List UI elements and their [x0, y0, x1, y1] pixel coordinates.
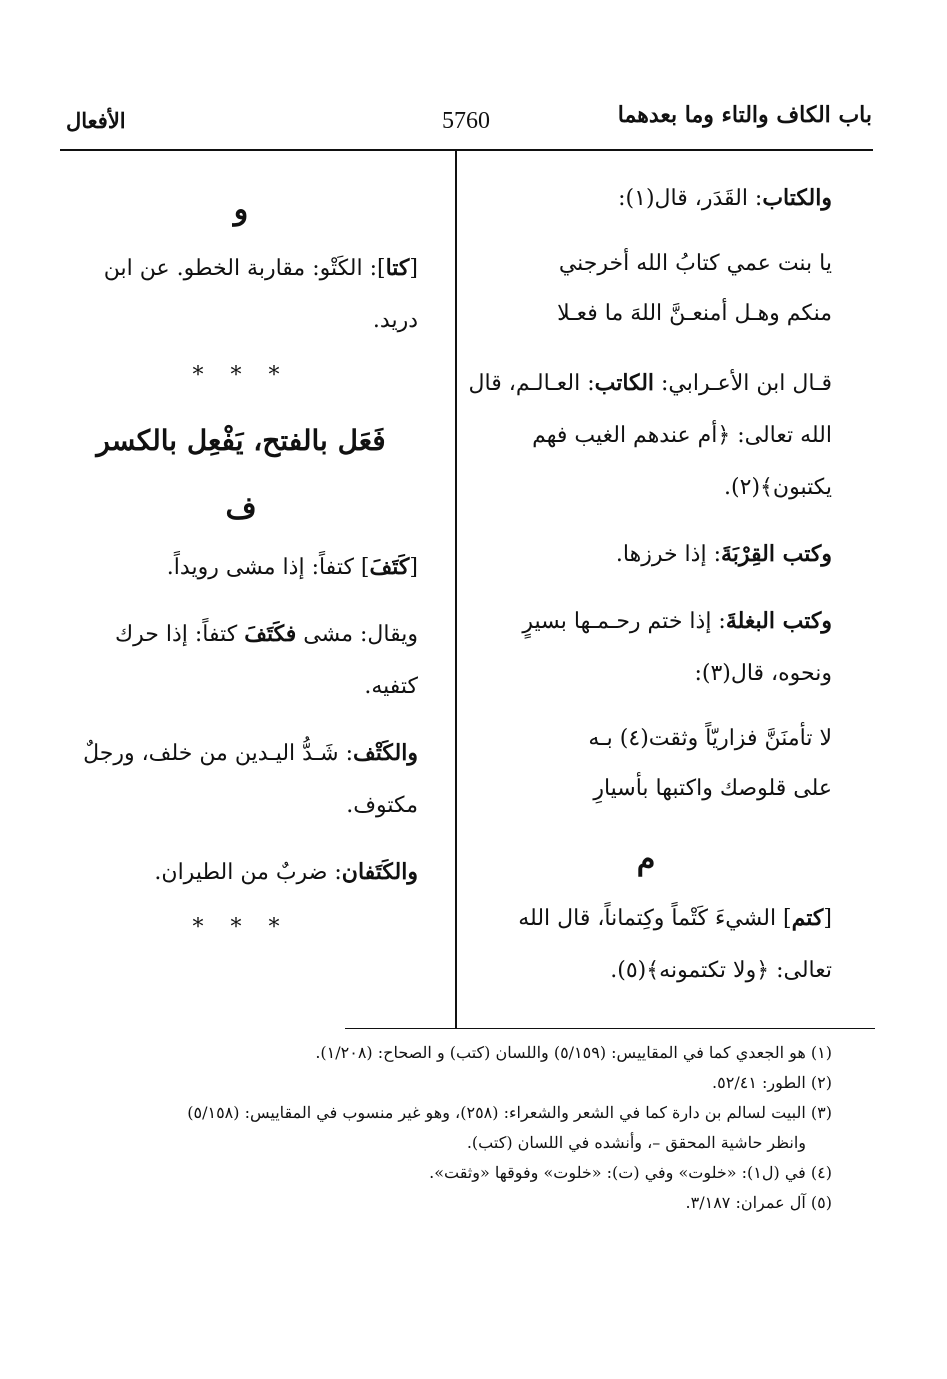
footnote-4: (٤) في (ل١): «خلوت» وفي (ت): «خلوت» وفوقها «وثقت».: [429, 1163, 832, 1182]
entry-term: والكَتَفان: [341, 859, 418, 885]
entry-katm: [460, 892, 832, 997]
category-title: الأفعال: [66, 108, 126, 133]
entry-baghla: [460, 595, 832, 700]
entry-text: ] كتفاً: إذا مشى رويداً.: [166, 555, 370, 580]
bracket-open: [: [409, 555, 418, 580]
entry-term: فكَتَفَ: [244, 621, 297, 647]
entry-katafan: [64, 846, 418, 899]
entry-text: ويقال: مشى: [296, 622, 418, 647]
bracket-open: [: [823, 906, 832, 931]
entry-text: : إذا خرزها.: [615, 542, 721, 567]
right-column: [460, 172, 832, 1011]
verse-line: على قلوصك واكتبها بأسيارِ: [593, 776, 832, 801]
page-header: [60, 98, 872, 148]
entry-text: : إذا ختم رحـمـها بسيرٍ ونحوه، قال(٣):: [522, 609, 832, 686]
entry-text: كتفاً: إذا حرك كتفيه.: [114, 622, 418, 699]
entry-term: وكتب البغلةَ: [725, 608, 832, 634]
section-separator: * * *: [192, 915, 290, 940]
footnote-3-continued: وانظر حاشية المحقق –، وأنشده في اللسان (كتب).: [466, 1133, 806, 1152]
header-rule: [60, 149, 873, 151]
entry-term: الكاتب: [594, 370, 655, 396]
entry-katf: [64, 727, 418, 832]
entry-term: وكتب القِرْبَةَ: [721, 541, 832, 567]
letter-heading-mim: م: [636, 842, 656, 877]
verse-line: منكم وهـل أمنعـنَّ اللهَ ما فعـلا: [557, 301, 832, 326]
footnote-1: (١) هو الجعدي كما في المقاييس: (٥/١٥٩) واللسان (كتب) و الصحاح: (١/٢٠٨).: [315, 1043, 832, 1062]
entry-katib: [460, 357, 832, 514]
entry-text: : شَـدُّ اليـدين من خلف، ورجلٌ مكتوف.: [83, 741, 418, 818]
entry-text: : العـالـم، قال الله تعالى: ﴿أم عندهم الغيب فهم يكتبون﴾(٢).: [468, 371, 832, 500]
entry-text: : ضربٌ من الطيران.: [154, 860, 342, 885]
entry-term: والكتاب: [762, 185, 832, 211]
entry-qirba: [460, 528, 832, 581]
entry-text: ]: الكَتْو: مقاربة الخطو. عن ابن دريد.: [103, 256, 418, 333]
section-separator: * * *: [192, 363, 290, 388]
footnote-5: (٥) آل عمران: ٣/١٨٧.: [685, 1193, 832, 1212]
letter-heading-waw: و: [233, 192, 249, 227]
letter-heading-fa: ف: [225, 491, 257, 526]
entry-kitab: [460, 172, 832, 225]
entry-text: قـال ابن الأعـرابي:: [654, 371, 832, 396]
entry-katafa: [64, 541, 418, 594]
entry-text: : القَدَر، قال(١):: [618, 186, 763, 211]
entry-kata: [64, 242, 418, 347]
verse-block-2: [460, 714, 832, 814]
bracket-open: [: [409, 256, 418, 281]
entry-term: كَتَفَ: [369, 554, 410, 580]
verse-line: لا تأمنَنَّ فزاريّاً وثقت(٤) بـه: [588, 726, 832, 751]
left-column: [64, 182, 418, 963]
footnote-3: (٣) البيت لسالم بن دارة كما في الشعر والشعراء: (٢٥٨)، وهو غير منسوب في المقاييس: (٥/١٥٨): [187, 1103, 832, 1122]
footnotes: [90, 1038, 832, 1218]
entry-term: كتم: [791, 905, 824, 931]
verse-line: يا بنت عمي كتابُ الله أخرجني: [558, 251, 832, 276]
page-number: 5760: [442, 108, 490, 134]
entry-term: كتا: [385, 255, 410, 281]
entry-fakatafa: [64, 608, 418, 713]
footnote-2: (٢) الطور: ٥٢/٤١.: [712, 1073, 832, 1092]
entry-term: والكَتْف: [352, 740, 418, 766]
column-divider: [455, 151, 457, 1029]
verse-block-1: [460, 239, 832, 339]
section-title: باب الكاف والتاء وما بعدهما: [617, 102, 872, 128]
entry-text: ] الشيءَ كَتْماً وكِتماناً، قال الله تعالى: ﴿ولا تكتمونه﴾(٥).: [518, 906, 832, 983]
section-heading: فَعَل بالفتح، يَفْعِل بالكسر: [96, 424, 386, 457]
footnote-rule: [345, 1028, 875, 1029]
